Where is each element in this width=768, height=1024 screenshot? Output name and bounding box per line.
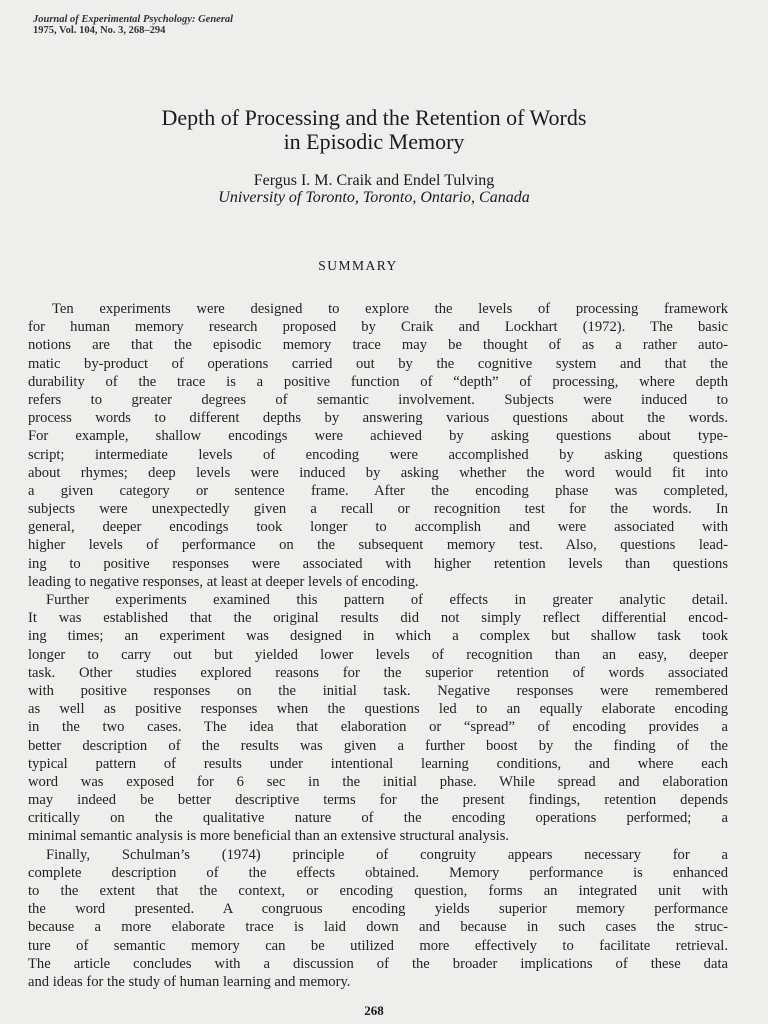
- text-line: may indeed be better descriptive terms for the present findings, retention depends: [28, 792, 728, 809]
- text-line: with positive responses on the initial task. Negative responses were remembered: [28, 682, 728, 699]
- text-line: Ten experiments were designed to explore the levels of processing framework: [52, 301, 728, 317]
- text-line: It was established that the original results did not simply reflect differential encod-: [28, 610, 728, 627]
- text-line: leading to negative responses, at least at deeper levels of encoding.: [28, 573, 419, 590]
- journal-header: [33, 14, 233, 36]
- text-line: as well as positive responses when the questions led to an equally elaborate encoding: [28, 701, 728, 718]
- journal-volume: 1975, Vol. 104, No. 3, 268–294: [33, 25, 166, 36]
- summary-paragraph: [28, 591, 728, 846]
- author-names: Fergus I. M. Craik and Endel Tulving: [253, 172, 495, 189]
- text-line: refers to greater degrees of semantic involvement. Subjects were induced to: [28, 391, 728, 408]
- text-line: task. Other studies explored reasons for the superior retention of words associated: [28, 664, 728, 681]
- text-line: typical pattern of results under intentional learning conditions, and where each: [28, 755, 728, 772]
- text-line: critically on the qualitative nature of the encoding operations performed; a: [28, 810, 728, 827]
- text-line: ing times; an experiment was designed in which a complex but shallow task took: [28, 628, 728, 645]
- text-line: higher levels of performance on the subsequent memory test. Also, questions lead-: [28, 537, 728, 554]
- summary-body: [28, 300, 728, 991]
- text-line: minimal semantic analysis is more beneficial than an extensive structural analysis.: [28, 828, 510, 845]
- paper-title: [0, 106, 748, 154]
- text-line: Further experiments examined this pattern of effects in greater analytic detail.: [46, 592, 728, 608]
- text-line: The article concludes with a discussion of the broader implications of these data: [28, 955, 728, 972]
- text-line: for human memory research proposed by Craik and Lockhart (1972). The basic: [28, 319, 728, 336]
- text-line: ing to positive responses were associated with higher retention levels than questions: [28, 555, 728, 572]
- text-line: a given category or sentence frame. After the encoding phase was completed,: [28, 482, 728, 499]
- text-line: and ideas for the study of human learning and memory.: [28, 973, 351, 990]
- author-affiliation: University of Toronto, Toronto, Ontario, Canada: [218, 189, 530, 206]
- text-line: script; intermediate levels of encoding were accomplished by asking questions: [28, 446, 728, 463]
- text-line: Finally, Schulman’s (1974) principle of congruity appears necessary for a: [46, 846, 728, 863]
- text-line: ture of semantic memory can be utilized more effectively to facilitate retrieval.: [28, 937, 728, 954]
- text-line: complete description of the effects obtained. Memory performance is enhanced: [28, 864, 728, 881]
- title-line-2: in Episodic Memory: [283, 129, 465, 154]
- summary-paragraph: [28, 300, 728, 591]
- text-line: because a more elaborate trace is laid down and because in such cases the struc-: [28, 919, 728, 936]
- text-line: the word presented. A congruous encoding yields superior memory performance: [28, 901, 728, 918]
- summary-paragraph: [28, 846, 728, 992]
- text-line: in the two cases. The idea that elaboration or “spread” of encoding provides a: [28, 719, 728, 736]
- text-line: subjects were unexpectedly given a recall or recognition test for the words. In: [28, 501, 728, 518]
- text-line: durability of the trace is a positive function of “depth” of processing, where depth: [28, 373, 728, 390]
- text-line: better description of the results was given a further boost by the finding of the: [28, 737, 728, 754]
- journal-name: Journal of Experimental Psychology: General: [33, 14, 234, 25]
- text-line: matic by-product of operations carried out by the cognitive system and that the: [28, 355, 728, 372]
- text-line: For example, shallow encodings were achieved by asking questions about type-: [28, 428, 728, 445]
- page-number: 268: [364, 1003, 384, 1018]
- summary-heading: SUMMARY: [318, 258, 398, 273]
- text-line: process words to different depths by answering various questions about the words.: [28, 410, 728, 427]
- text-line: general, deeper encodings took longer to accomplish and were associated with: [28, 519, 728, 536]
- title-line-1: Depth of Processing and the Retention of Words: [161, 105, 587, 130]
- text-line: notions are that the episodic memory trace may be thought of as a rather auto-: [28, 337, 728, 354]
- text-line: longer to carry out but yielded lower levels of recognition than an easy, deeper: [28, 646, 728, 663]
- text-line: word was exposed for 6 sec in the initial phase. While spread and elaboration: [28, 773, 728, 790]
- text-line: to the extent that the context, or encoding question, forms an integrated unit with: [28, 883, 728, 899]
- text-line: about rhymes; deep levels were induced by asking whether the word would fit into: [28, 464, 728, 481]
